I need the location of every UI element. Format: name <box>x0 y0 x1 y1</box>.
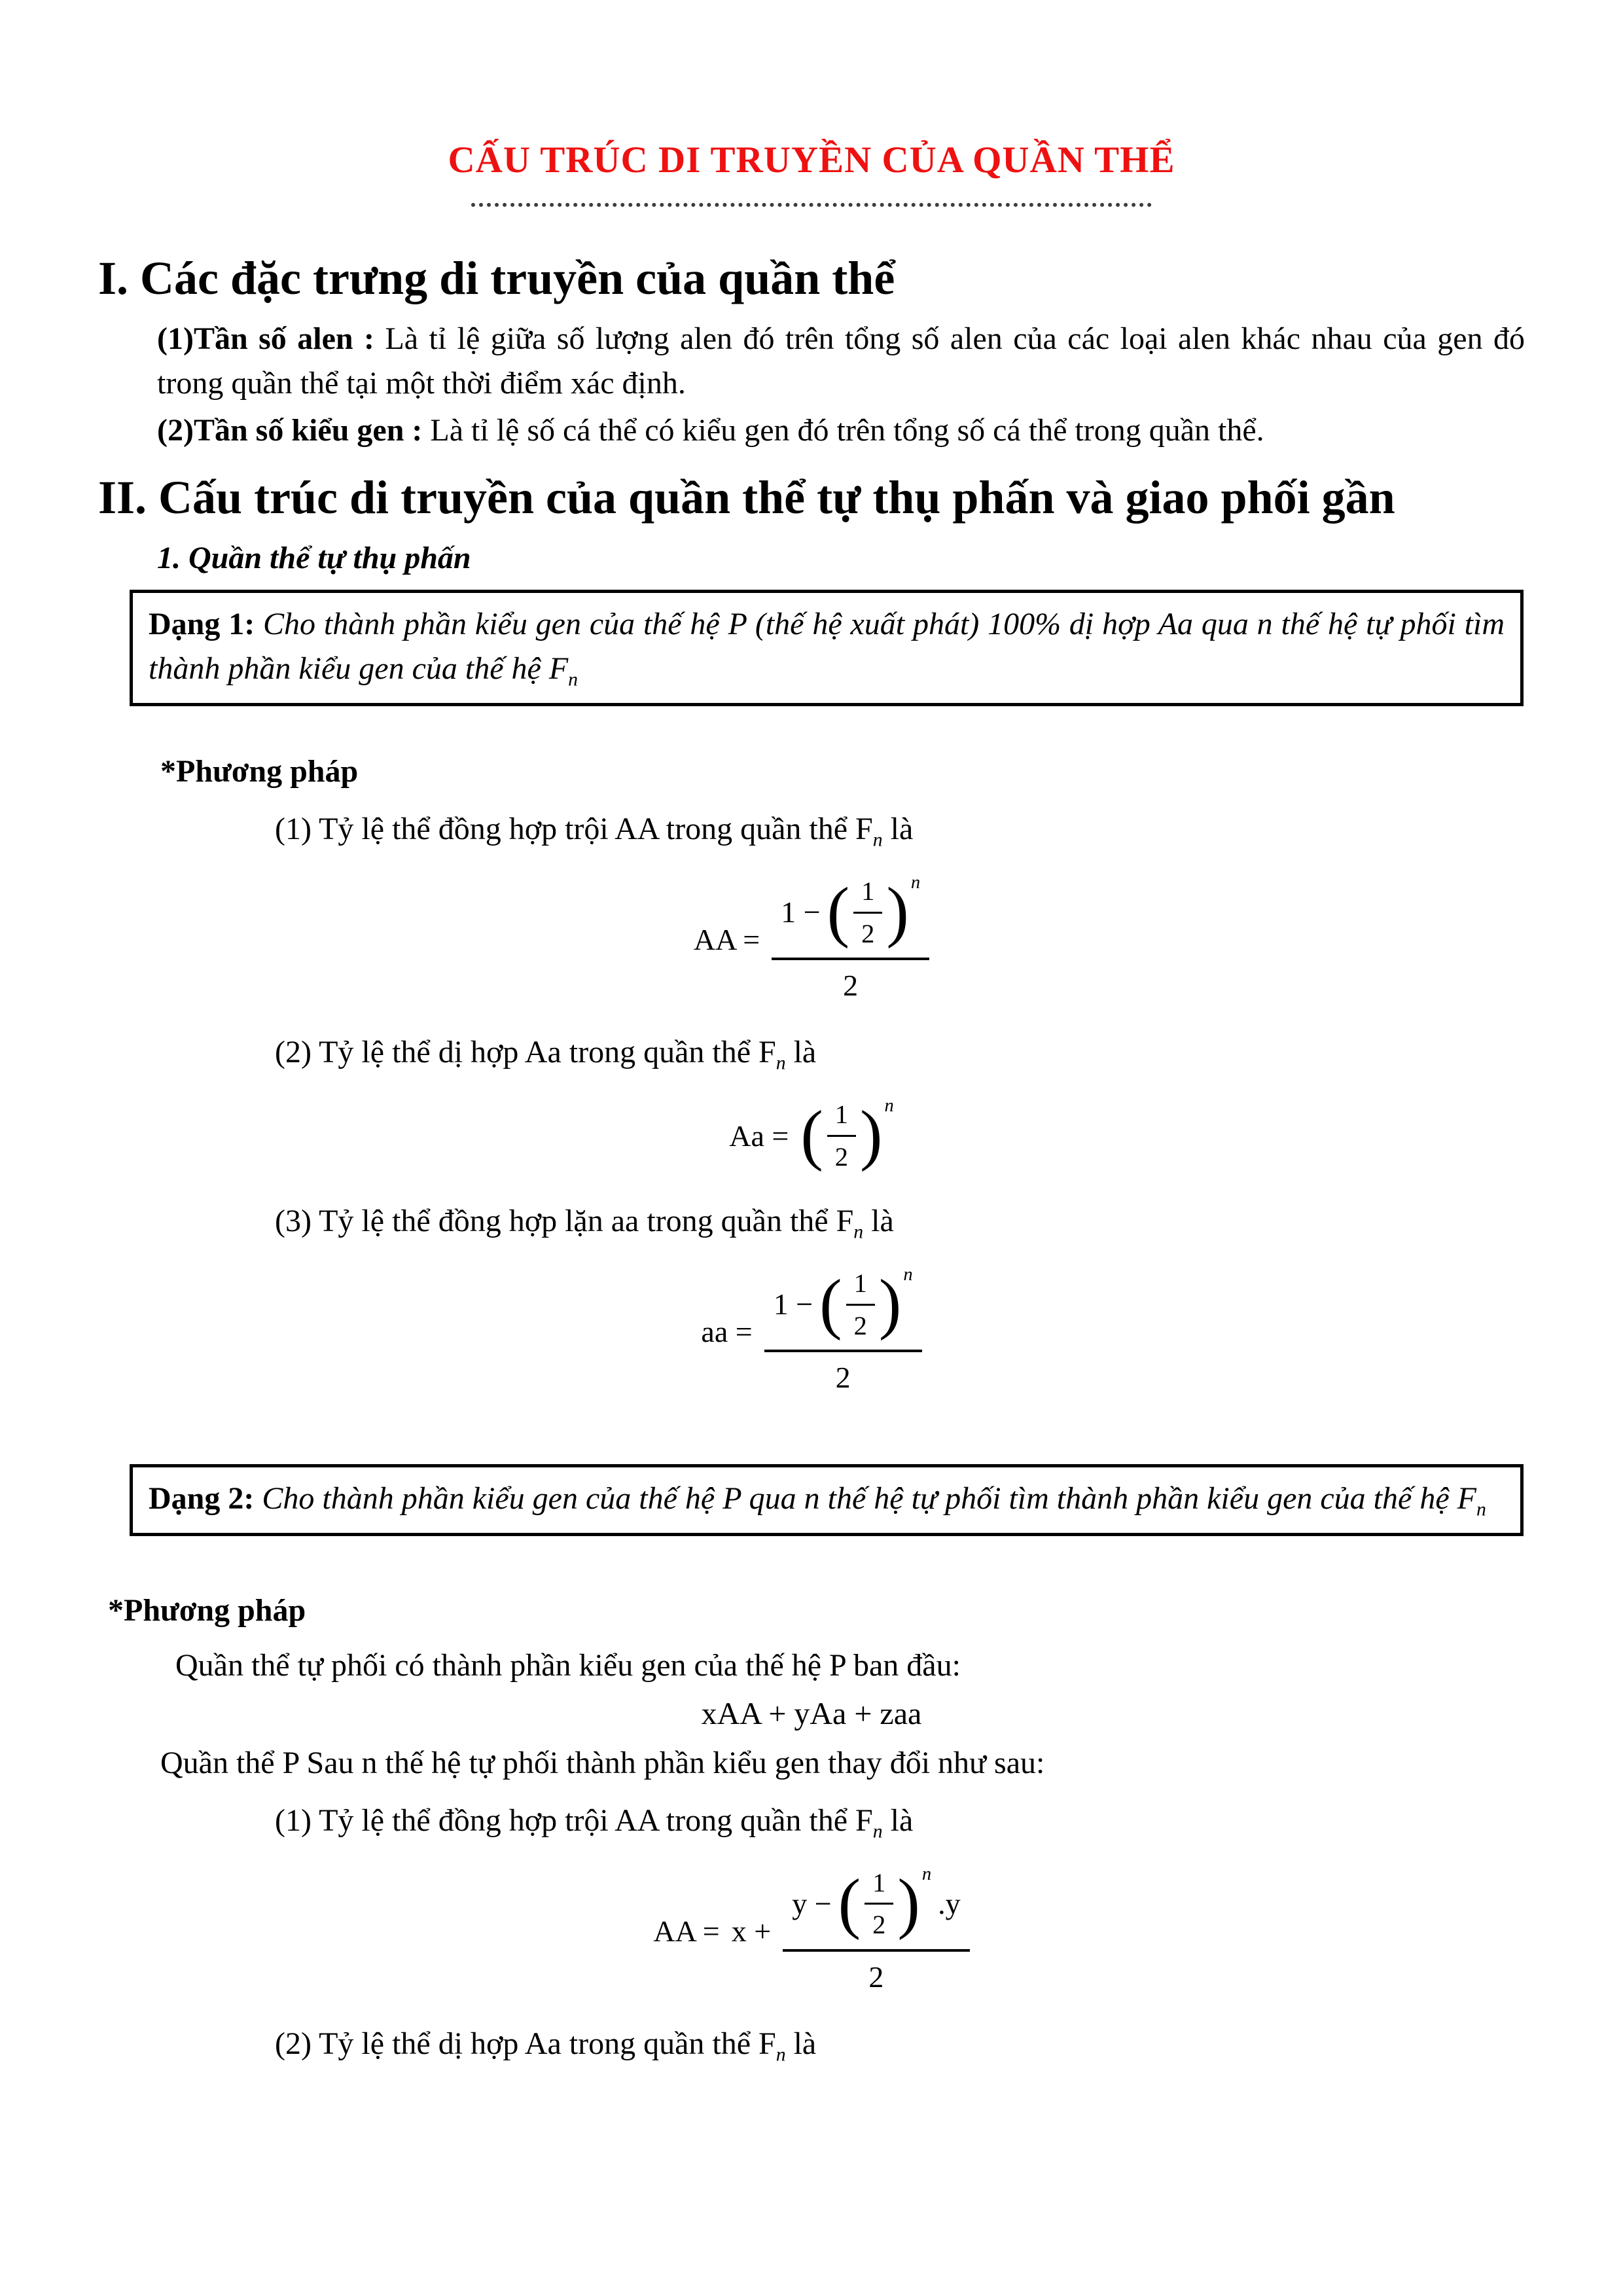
dang2-box <box>130 1464 1524 1536</box>
numerator: 1 <box>846 1265 875 1305</box>
exponent: n <box>921 1863 932 1884</box>
one-half-fraction <box>846 1265 875 1344</box>
numerator-suffix: .y <box>938 1886 961 1920</box>
denominator: 2 <box>834 1141 849 1172</box>
one-half-fraction <box>853 872 882 952</box>
paren-close: ) <box>897 1865 920 1941</box>
dang1-text: Cho thành phần kiểu gen của thế hệ P (thế hệ xuất phát) 100% dị hợp Aa qua n thế hệ tự phối tìm thành phần kiểu gen của thế hệ F <box>149 607 1505 687</box>
para-allele-frequency <box>157 317 1525 406</box>
fraction <box>772 872 929 1007</box>
dang1-box <box>130 590 1524 706</box>
item-text: (1) Tỷ lệ thể đồng hợp trội AA trong quần thể F <box>275 1803 873 1838</box>
paren-open: ( <box>819 1266 842 1342</box>
numerator: 1 <box>865 1864 893 1905</box>
exponent: n <box>910 872 921 893</box>
paren-close: ) <box>878 1266 902 1342</box>
section-2-heading: II. Cấu trúc di truyền của quần thể tự thụ phấn và giao phối gần <box>98 471 1395 524</box>
paren-open: ( <box>838 1865 861 1941</box>
formula-dang1-Aa <box>98 1096 1525 1175</box>
half-to-power-n <box>827 872 920 952</box>
numerator-prefix: 1 − <box>773 1287 813 1321</box>
denominator: 2 <box>861 918 875 948</box>
half-to-power-n <box>800 1096 893 1175</box>
item-text-post: là <box>785 2026 817 2061</box>
one-half-fraction <box>827 1096 856 1175</box>
item-text-post: là <box>863 1204 894 1239</box>
method1-item-1 <box>275 807 1525 854</box>
formula-lhs: Aa = <box>729 1119 789 1153</box>
formula-x-plus: x + <box>731 1914 772 1948</box>
method1-heading: *Phương pháp <box>160 754 359 789</box>
genotype-expression: xAA + yAa + zaa <box>701 1696 922 1732</box>
subsection-1-heading: 1. Quần thể tự thụ phấn <box>157 540 471 575</box>
item-text: (3) Tỷ lệ thể đồng hợp lặn aa trong quần thể F <box>275 1204 854 1239</box>
method2-heading: *Phương pháp <box>108 1593 306 1628</box>
page-title: CẤU TRÚC DI TRUYỀN CỦA QUẦN THỂ <box>448 139 1175 181</box>
dang2-f-subscript: n <box>1476 1498 1486 1520</box>
main-denominator: 2 <box>868 1960 884 1994</box>
numerator: 1 <box>827 1096 856 1136</box>
exponent: n <box>903 1265 913 1285</box>
denominator: 2 <box>872 1910 886 1940</box>
fraction <box>783 1864 969 1998</box>
paren-open: ( <box>827 874 850 950</box>
main-denominator: 2 <box>835 1361 851 1394</box>
paren-open: ( <box>800 1098 823 1173</box>
dang2-text: Cho thành phần kiểu gen của thế hệ P qua n thế hệ tự phối tìm thành phần kiểu gen của thế hệ F <box>254 1481 1476 1516</box>
paren-close: ) <box>860 1098 883 1173</box>
item-text: (2) Tỷ lệ thể dị hợp Aa trong quần thể F <box>275 1035 776 1070</box>
fraction <box>764 1265 922 1399</box>
main-denominator: 2 <box>843 969 859 1003</box>
method2-item-1 <box>275 1799 1525 1846</box>
denominator: 2 <box>853 1310 867 1340</box>
method2-item-2 <box>275 2022 1525 2069</box>
exponent: n <box>884 1096 894 1117</box>
item-text-post: là <box>785 1035 817 1070</box>
f-subscript: n <box>776 1052 786 1074</box>
dang2-label: Dạng 2: <box>149 1481 255 1516</box>
item-text-post: là <box>882 1803 914 1838</box>
title-underline <box>471 203 1152 207</box>
para-allele-frequency-text: Là tỉ lệ giữa số lượng alen đó trên tổng số alen của các loại alen khác nhau của gen đó trong quần thể tại một thời điểm xác định. <box>157 321 1525 401</box>
method2-intro: Quần thể tự phối có thành phần kiểu gen của thế hệ P ban đầu: <box>175 1648 961 1683</box>
formula-dang1-aa <box>98 1265 1525 1399</box>
formula-lhs: AA = <box>693 923 760 957</box>
numerator: 1 <box>853 872 882 913</box>
f-subscript: n <box>872 829 883 851</box>
formula-lhs: aa = <box>701 1315 753 1349</box>
formula-dang2-AA <box>98 1864 1525 1998</box>
para-genotype-frequency <box>157 408 1525 453</box>
formula-lhs: AA = <box>653 1914 720 1948</box>
section-1-heading: I. Các đặc trưng di truyền của quần thể <box>98 251 895 304</box>
item-text: (2) Tỷ lệ thể dị hợp Aa trong quần thể F <box>275 2026 776 2061</box>
f-subscript: n <box>776 2043 786 2066</box>
method2-after: Quần thể P Sau n thế hệ tự phối thành phần kiểu gen thay đổi như sau: <box>160 1745 1045 1780</box>
dang1-label: Dạng 1: <box>149 607 255 642</box>
numerator-prefix: 1 − <box>781 895 821 929</box>
one-half-fraction <box>865 1864 893 1944</box>
half-to-power-n <box>819 1265 912 1344</box>
method1-item-3 <box>275 1199 1525 1246</box>
dang1-f-subscript: n <box>568 668 579 691</box>
f-subscript: n <box>872 1820 883 1842</box>
term-allele-frequency: (1)Tần số alen : <box>157 321 374 357</box>
item-text: (1) Tỷ lệ thể đồng hợp trội AA trong quần thể F <box>275 812 873 847</box>
term-genotype-frequency: (2)Tần số kiểu gen : <box>157 413 423 448</box>
para-genotype-frequency-text: Là tỉ lệ số cá thể có kiểu gen đó trên tổng số cá thể trong quần thể. <box>422 413 1264 448</box>
half-to-power-n <box>838 1864 931 1944</box>
f-subscript: n <box>853 1221 864 1243</box>
paren-close: ) <box>886 874 909 950</box>
method1-item-2 <box>275 1030 1525 1077</box>
item-text-post: là <box>882 812 914 847</box>
formula-dang1-AA <box>98 872 1525 1007</box>
numerator-prefix: y − <box>792 1886 832 1920</box>
